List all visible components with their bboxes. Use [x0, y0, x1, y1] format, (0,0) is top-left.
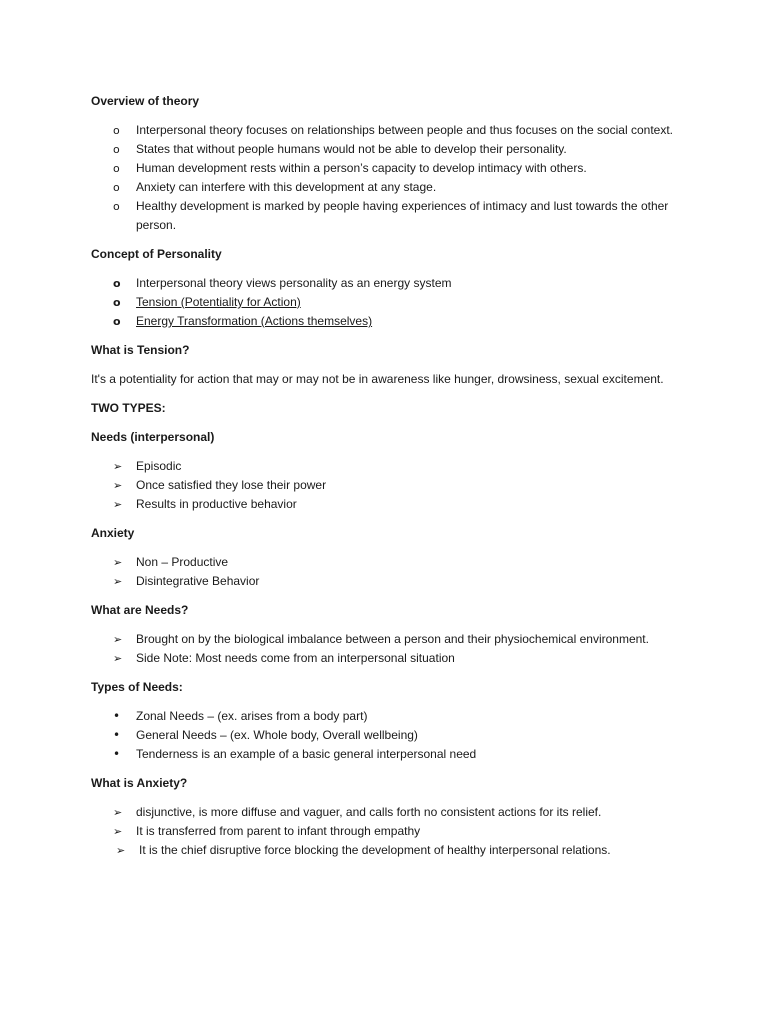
dot-bullet-icon: •	[113, 728, 121, 742]
arrow-bullet-icon: ➢	[113, 825, 123, 838]
what-are-needs-list	[91, 630, 681, 668]
what-is-anxiety-list	[91, 803, 681, 860]
circle-bullet-icon: o	[113, 181, 120, 194]
arrow-bullet-icon: ➢	[116, 844, 126, 857]
heading-two-types: TWO TYPES:	[91, 401, 166, 415]
arrow-bullet-icon: ➢	[113, 479, 123, 492]
list-item: • Tenderness is an example of a basic general interpersonal need	[91, 745, 681, 764]
dot-bullet-icon: •	[113, 709, 121, 723]
arrow-bullet-icon: ➢	[113, 575, 123, 588]
heading-concept-of-personality: Concept of Personality	[91, 247, 222, 261]
personality-list	[91, 274, 681, 331]
arrow-bullet-icon: ➢	[113, 498, 123, 511]
list-item: ➢ It is the chief disruptive force blocking the development of healthy interpersonal relations.	[91, 841, 681, 860]
heading-what-is-anxiety: What is Anxiety?	[91, 776, 188, 790]
list-item: o Human development rests within a person’s capacity to develop intimacy with others.	[91, 159, 681, 178]
circle-bullet-icon: o	[113, 162, 120, 175]
dot-bullet-icon: •	[113, 747, 121, 761]
list-item: ➢ Once satisfied they lose their power	[91, 476, 681, 495]
list-item: o Interpersonal theory views personality as an energy system	[91, 274, 681, 293]
arrow-bullet-icon: ➢	[113, 460, 123, 473]
list-item: ➢ Non – Productive	[91, 553, 681, 572]
tension-paragraph: It's a potentiality for action that may or may not be in awareness like hunger, drowsiness, sexual excitement.	[91, 372, 664, 386]
list-item: • Zonal Needs – (ex. arises from a body part)	[91, 707, 681, 726]
circle-bullet-icon: o	[113, 200, 120, 213]
arrow-bullet-icon: ➢	[113, 652, 123, 665]
document-content	[91, 92, 681, 860]
list-item: o States that without people humans would not be able to develop their personality.	[91, 140, 681, 159]
list-item: ➢ disjunctive, is more diffuse and vaguer, and calls forth no consistent actions for its relief.	[91, 803, 681, 822]
arrow-bullet-icon: ➢	[113, 806, 123, 819]
list-item: ➢ Disintegrative Behavior	[91, 572, 681, 591]
heading-what-is-tension: What is Tension?	[91, 343, 190, 357]
types-of-needs-list	[91, 707, 681, 764]
list-item: ➢ Brought on by the biological imbalance between a person and their physiochemical environment.	[91, 630, 681, 649]
list-item: • General Needs – (ex. Whole body, Overall wellbeing)	[91, 726, 681, 745]
heading-anxiety: Anxiety	[91, 526, 135, 540]
heading-needs-interpersonal: Needs (interpersonal)	[91, 430, 215, 444]
heading-what-are-needs: What are Needs?	[91, 603, 189, 617]
list-item: ➢ Side Note: Most needs come from an interpersonal situation	[91, 649, 681, 668]
list-item: o Anxiety can interfere with this development at any stage.	[91, 178, 681, 197]
list-item: o Interpersonal theory focuses on relationships between people and thus focuses on the social context.	[91, 121, 681, 140]
needs-list	[91, 457, 681, 514]
circle-bullet-icon: o	[113, 315, 121, 328]
list-item: o Tension (Potentiality for Action)	[91, 293, 681, 312]
list-item: ➢ It is transferred from parent to infant through empathy	[91, 822, 681, 841]
circle-bullet-icon: o	[113, 124, 120, 137]
circle-bullet-icon: o	[113, 277, 121, 290]
list-item: o Energy Transformation (Actions themselves)	[91, 312, 681, 331]
heading-types-of-needs: Types of Needs:	[91, 680, 183, 694]
list-item: ➢ Episodic	[91, 457, 681, 476]
list-item: ➢ Results in productive behavior	[91, 495, 681, 514]
circle-bullet-icon: o	[113, 296, 121, 309]
heading-overview: Overview of theory	[91, 94, 200, 108]
circle-bullet-icon: o	[113, 143, 120, 156]
anxiety-list	[91, 553, 681, 591]
arrow-bullet-icon: ➢	[113, 556, 123, 569]
arrow-bullet-icon: ➢	[113, 633, 123, 646]
overview-list	[91, 121, 681, 235]
list-item: o Healthy development is marked by people having experiences of intimacy and lust towards the other person.	[113, 199, 669, 232]
